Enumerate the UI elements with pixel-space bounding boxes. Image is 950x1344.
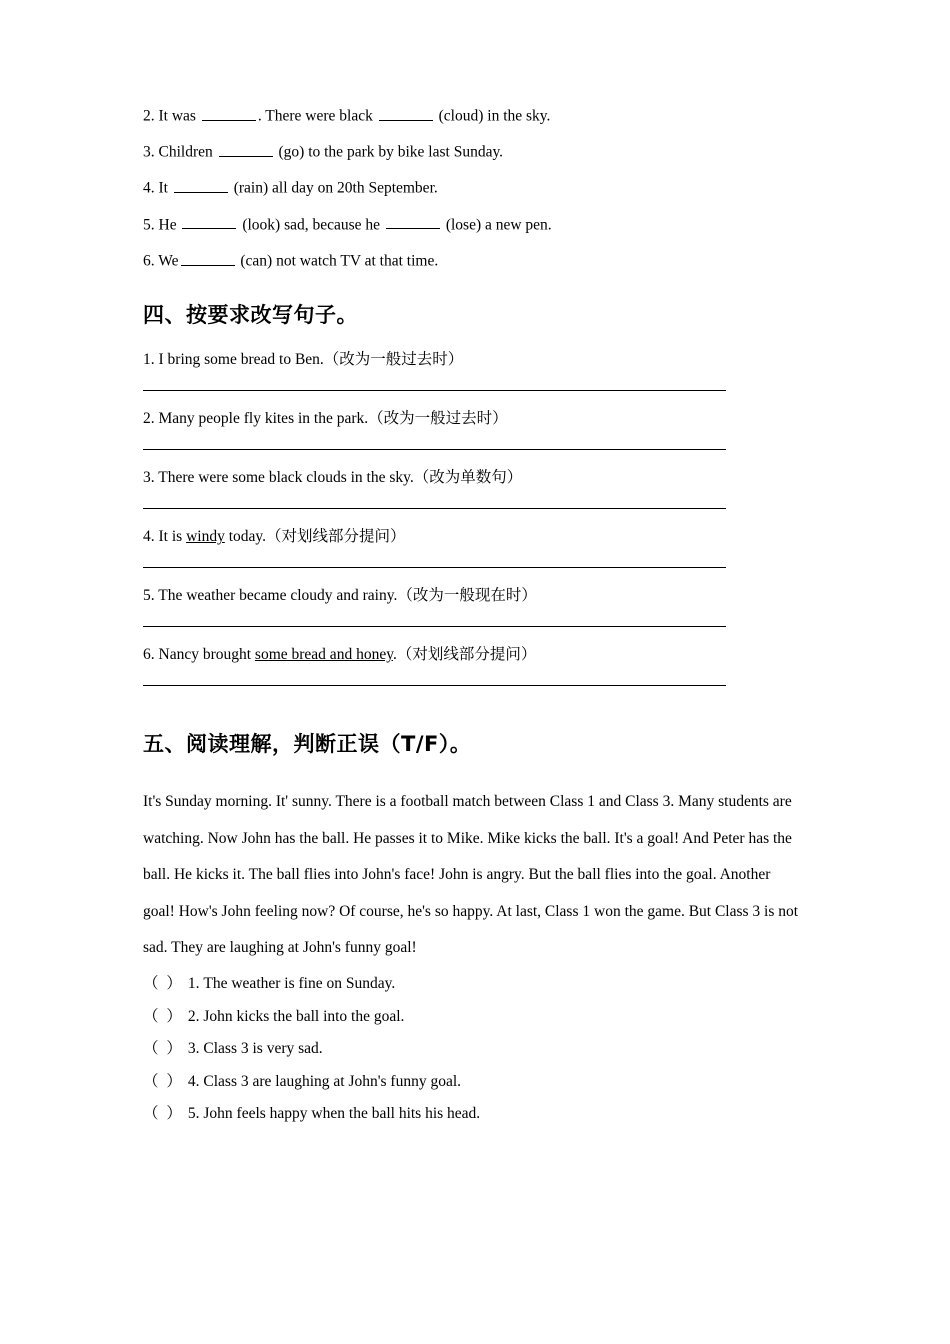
- rewrite-item-6-underlined: some bread and honey: [254, 646, 393, 664]
- rewrite-item-5: [143, 587, 808, 604]
- tf-answer-box[interactable]: （ ）: [143, 1040, 184, 1058]
- fill-in-item-5-text-b: (look) sad, because he: [238, 216, 384, 234]
- tf-answer-box[interactable]: （ ）: [143, 1072, 184, 1090]
- answer-blank[interactable]: [181, 250, 235, 266]
- answer-line[interactable]: [143, 508, 726, 509]
- rewrite-item-3: [143, 469, 808, 486]
- fill-in-item-3-text-b: (go) to the park by bike last Sunday.: [274, 143, 504, 161]
- section-five-heading: 五、阅读理解，判断正误（T/F）。: [143, 732, 472, 757]
- section-four-heading: 四、按要求改写句子。: [143, 303, 358, 328]
- tf-answer-box[interactable]: （ ）: [143, 1105, 184, 1123]
- rewrite-item-6-pre: 6. Nancy brought: [143, 646, 255, 664]
- fill-in-item-2-text-b: . There were black: [257, 107, 377, 125]
- fill-in-item-6: [143, 250, 808, 269]
- rewrite-item-5-pre: 5. The weather became cloudy and rainy.: [143, 587, 398, 605]
- answer-line[interactable]: [143, 626, 726, 627]
- tf-item-3: [143, 1041, 808, 1057]
- rewrite-item-6: [143, 646, 808, 663]
- rewrite-item-1-post: （改为一般过去时）: [323, 351, 464, 369]
- fill-in-item-5: [143, 214, 808, 233]
- fill-in-item-5-text-a: 5. He: [143, 216, 181, 234]
- answer-line[interactable]: [143, 685, 726, 686]
- answer-blank[interactable]: [379, 105, 433, 121]
- tf-answer-box[interactable]: （ ）: [143, 975, 184, 993]
- fill-in-item-5-text-c: (lose) a new pen.: [441, 216, 552, 234]
- tf-item-1: [143, 976, 808, 992]
- rewrite-item-1: [143, 351, 808, 368]
- fill-in-item-3: [143, 141, 808, 160]
- fill-in-item-4-text-b: (rain) all day on 20th September.: [229, 180, 438, 198]
- answer-line[interactable]: [143, 390, 726, 391]
- rewrite-item-4: [143, 528, 808, 545]
- answer-blank[interactable]: [202, 105, 256, 121]
- tf-item-4-text: 4. Class 3 are laughing at John's funny goal.: [187, 1072, 462, 1090]
- tf-item-5-text: 5. John feels happy when the ball hits his head.: [187, 1105, 481, 1123]
- tf-item-4: [143, 1074, 808, 1090]
- fill-in-item-2: [143, 105, 808, 124]
- tf-answer-box[interactable]: （ ）: [143, 1007, 184, 1025]
- answer-blank[interactable]: [182, 214, 236, 230]
- tf-item-1-text: 1. The weather is fine on Sunday.: [187, 975, 396, 993]
- fill-in-item-2-text-c: (cloud) in the sky.: [434, 107, 551, 125]
- fill-in-item-4-text-a: 4. It: [143, 180, 172, 198]
- reading-passage: It's Sunday morning. It' sunny. There is a football match between Class 1 and Class 3. Many students are watching. Now John has the ball. He passes it to Mike. Mike kicks the ball. It's a goal! And Peter has the ball. He kicks it. The ball flies into John's face! John is angry. But the ball flies into the goal. Another goal! How's John feeling now? Of course, he's so happy. At last, Class 1 won the game. But Class 3 is not sad. They are laughing at John's funny goal!: [143, 793, 799, 957]
- rewrite-item-4-post: today.（对划线部分提问）: [224, 528, 406, 546]
- rewrite-item-4-underlined: windy: [186, 528, 225, 546]
- tf-item-3-text: 3. Class 3 is very sad.: [187, 1040, 323, 1058]
- rewrite-item-3-pre: 3. There were some black clouds in the sky.: [143, 469, 414, 487]
- rewrite-item-3-post: （改为单数句）: [413, 469, 523, 487]
- page-content: [143, 105, 808, 1139]
- answer-blank[interactable]: [174, 177, 228, 193]
- fill-in-item-6-text-b: (can) not watch TV at that time.: [236, 252, 439, 270]
- true-false-list: [143, 976, 808, 1122]
- rewrite-item-2: [143, 410, 808, 427]
- rewrite-item-2-post: （改为一般过去时）: [368, 410, 508, 428]
- tf-item-2-text: 2. John kicks the ball into the goal.: [187, 1007, 405, 1025]
- rewrite-item-6-post: .（对划线部分提问）: [392, 646, 537, 664]
- rewrite-list: [143, 351, 808, 686]
- answer-blank[interactable]: [219, 141, 273, 157]
- rewrite-item-1-pre: 1. I bring some bread to Ben.: [143, 351, 324, 369]
- rewrite-item-2-pre: 2. Many people fly kites in the park.: [143, 410, 369, 428]
- answer-blank[interactable]: [386, 214, 440, 230]
- rewrite-item-5-post: （改为一般现在时）: [397, 587, 537, 605]
- fill-in-item-6-text-a: 6. We: [143, 252, 179, 270]
- answer-line[interactable]: [143, 567, 726, 568]
- fill-in-item-3-text-a: 3. Children: [143, 143, 217, 161]
- tf-item-5: [143, 1106, 808, 1122]
- tf-item-2: [143, 1009, 808, 1025]
- rewrite-item-4-pre: 4. It is: [143, 528, 187, 546]
- fill-in-item-2-text-a: 2. It was: [143, 107, 200, 125]
- answer-line[interactable]: [143, 449, 726, 450]
- fill-in-list: [143, 105, 808, 269]
- fill-in-item-4: [143, 177, 808, 196]
